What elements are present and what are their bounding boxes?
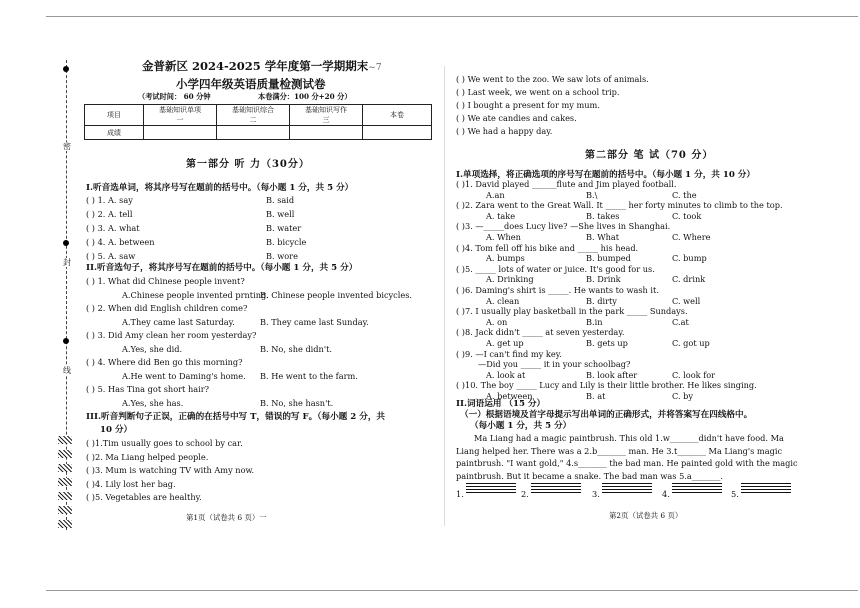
listening-true-false-item[interactable]: ( )4. Lily lost her bag. <box>86 478 176 489</box>
choice-option: C. took <box>672 210 702 221</box>
listening-word-question[interactable]: ( ) 5. A. saw <box>86 251 136 261</box>
listening-true-false-item[interactable]: ( )5. Vegetables are healthy. <box>86 492 202 502</box>
listening-sentence-option-a: A.Yes, she did. <box>122 344 183 354</box>
blank-label: 1. <box>456 489 464 499</box>
choice-option: A. When <box>486 231 521 242</box>
choice-option: C. look for <box>672 369 716 380</box>
listening-sentence-option-b: B. No, she hasn't. <box>260 398 334 408</box>
ordering-item[interactable]: ( ) We had a happy day. <box>456 126 553 136</box>
margin-hatch <box>58 450 72 458</box>
margin-hatch <box>58 506 72 514</box>
listening-sentence-question[interactable]: ( ) 4. Where did Ben go this morning? <box>86 357 243 367</box>
score-cell[interactable] <box>217 126 290 140</box>
choice-option: C. the <box>672 189 697 200</box>
listening-sentence-option-b: B. They came last Sunday. <box>260 317 369 327</box>
right-footer: 第2页（试卷共 6 页） <box>609 511 683 520</box>
passage-line: Ma Liang had a magic paintbrush. This old 1.w_______didn't have food. Ma <box>474 433 784 443</box>
r-s2-sub: （一）根据语境及首字母提示写出单词的正确形式，并将答案写在四线格中。 <box>460 410 753 420</box>
listening-sentence-option-b: B. Chinese people invented bicycles. <box>260 290 413 300</box>
blank-label: 3. <box>592 489 600 499</box>
listening-sentence-option-a: A.They came last Saturday. <box>122 317 235 327</box>
choice-option: B. What <box>586 231 620 242</box>
blank-label: 4. <box>662 489 670 499</box>
score-cell[interactable] <box>144 126 217 140</box>
page-divider <box>444 66 445 526</box>
listening-sentence-option-a: A.He went to Daming's home. <box>122 371 246 381</box>
exam-subtitle: 小学四年级英语质量检测试卷 <box>176 77 326 91</box>
choice-option: A. get up <box>486 337 524 348</box>
score-cell[interactable] <box>363 126 432 140</box>
binding-dot <box>63 66 69 72</box>
choice-option: B. bumped <box>586 253 631 264</box>
choice-option: C. bump <box>672 253 707 264</box>
margin-hatch <box>58 436 72 444</box>
margin-mark-seal: 密 <box>63 142 71 151</box>
choice-option: B. dirty <box>586 295 617 306</box>
listening-word-question[interactable]: ( ) 3. A. what <box>86 223 140 233</box>
binding-dot <box>63 338 69 344</box>
score-numeral-1: 一 <box>144 115 217 126</box>
r-s2-title: II.词语运用 （15 分） <box>456 399 546 409</box>
choice-option: C. Where <box>672 231 711 242</box>
listening-sentence-question[interactable]: ( ) 1. What did Chinese people invent? <box>86 276 245 286</box>
choice-option: B. look after <box>586 369 638 380</box>
exam-time: （考试时间： 60 分钟 <box>138 92 211 101</box>
ordering-item[interactable]: ( ) We ate candies and cakes. <box>456 113 577 123</box>
choice-question[interactable]: ( )5. _____ lots of water or juice. It's good for us. <box>456 263 655 274</box>
score-table <box>84 104 432 140</box>
choice-option: A. look at <box>486 369 526 380</box>
ordering-item[interactable]: ( ) Last week, we went on a school trip. <box>456 87 620 97</box>
listening-sentence-option-a: A.Yes, she has. <box>122 398 184 408</box>
choice-option: C. by <box>672 390 694 401</box>
margin-mark-seal2: 封 <box>63 258 71 267</box>
part1-title: 第一部分 听 力（30分） <box>186 159 310 170</box>
choice-question[interactable]: ( )2. Zara went to the Great Wall. It _____ her forty minutes to climb to the top. <box>456 200 783 211</box>
listening-word-question[interactable]: ( ) 2. A. tell <box>86 209 133 219</box>
choice-question[interactable]: ( )1. David played ______flute and Jim played football. <box>456 179 677 189</box>
listening-word-option-b: B. well <box>266 209 295 219</box>
r-s1-title: I.单项选择，将正确选项的序号写在题前的括号中。（每小题 1 分，共 10 分） <box>456 170 756 180</box>
listening-sentence-question[interactable]: ( ) 2. When did English children come? <box>86 303 248 313</box>
page-bottom-edge <box>46 590 858 591</box>
choice-option: B.\ <box>586 189 598 200</box>
score-row-label: 成绩 <box>85 126 144 140</box>
choice-option: C. well <box>672 295 701 306</box>
l-s2-title: II.听音选句子，将其序号写在题前的括号中。（每小题 1 分，共 5 分） <box>86 263 358 273</box>
choice-option: B. gets up <box>586 337 628 348</box>
margin-hatch <box>58 492 72 500</box>
choice-option: B. at <box>586 390 606 401</box>
choice-option: A. on <box>486 316 508 327</box>
listening-word-option-b: B. said <box>266 195 295 205</box>
margin-hatch <box>58 478 72 486</box>
r-s2-sub2: （每小题 1 分，共 5 分） <box>470 421 572 431</box>
margin-hatch <box>58 520 72 528</box>
choice-question[interactable]: ( )8. Jack didn't _____ at seven yesterday. <box>456 327 625 338</box>
choice-option: A. take <box>486 210 516 221</box>
choice-option: B.in <box>586 316 603 327</box>
page-top-edge <box>46 16 858 17</box>
choice-option: C.at <box>672 316 689 327</box>
choice-option: A. clean <box>486 295 520 306</box>
choice-question-line2: —Did you _____ it in your schoolbag? <box>478 359 631 370</box>
listening-sentence-option-a: A.Chinese people invented prnting. <box>122 290 269 300</box>
choice-question[interactable]: ( )10. The boy _____ Lucy and Lily is their little brother. He likes singing. <box>456 380 757 391</box>
passage-line: Liang helped her. There was a 2.b_______ man. He 3.t_______ Ma Liang's magic <box>456 445 783 456</box>
choice-option: A. Drinking <box>486 274 534 285</box>
score-header-item: 项目 <box>85 105 144 126</box>
score-header-3: 基础知识写作 <box>290 105 363 116</box>
score-cell[interactable] <box>290 126 363 140</box>
listening-sentence-option-b: B. No, she didn't. <box>260 344 332 354</box>
listening-true-false-item[interactable]: ( )1.Tim usually goes to school by car. <box>86 438 243 448</box>
ordering-item[interactable]: ( ) We went to the zoo. We saw lots of animals. <box>456 74 649 84</box>
listening-word-question[interactable]: ( ) 4. A. between <box>86 237 155 247</box>
listening-true-false-item[interactable]: ( )2. Ma Liang helped people. <box>86 451 209 462</box>
choice-option: A. between <box>486 390 533 401</box>
passage-line: paintbrush. But it became a snake. The bad man was 5.a_______. <box>456 470 724 481</box>
full-score: 本卷满分：100 分+20 分） <box>258 92 352 101</box>
four-line-answer-grid[interactable] <box>672 483 722 495</box>
listening-word-option-b: B. wore <box>266 251 298 261</box>
four-line-answer-grid[interactable] <box>602 483 652 495</box>
score-header-total: 本卷 <box>363 105 432 126</box>
l-s3-title2: 10 分） <box>100 425 133 435</box>
binding-dot <box>63 240 69 246</box>
choice-question[interactable]: ( )3. —_____does Lucy live? —She lives in Shanghai. <box>456 221 671 232</box>
exam-title-text: 金普新区 2024-2025 学年度第一学期期末 <box>142 59 369 73</box>
exam-title-tail: ~7 <box>368 63 382 73</box>
listening-true-false-item[interactable]: ( )3. Mum is watching TV with Amy now. <box>86 465 255 475</box>
listening-word-option-b: B. bicycle <box>266 237 307 247</box>
binding-line <box>66 60 67 530</box>
choice-option: C. got up <box>672 337 710 348</box>
margin-mark-line: 线 <box>63 366 71 375</box>
four-line-answer-grid[interactable] <box>466 483 516 495</box>
choice-option: A.an <box>486 189 505 200</box>
listening-sentence-question[interactable]: ( ) 3. Did Amy clean her room yesterday? <box>86 330 257 340</box>
left-footer: 第1页（试卷共 6 页）一 <box>186 513 267 522</box>
choice-question[interactable]: ( )4. Tom fell off his bike and _____ his head. <box>456 242 639 253</box>
part2-title: 第二部分 笔 试（70 分） <box>585 150 714 161</box>
score-numeral-3: 三 <box>290 115 363 126</box>
choice-question[interactable]: ( )6. Daming's shirt is _____. He wants to wash it. <box>456 285 659 295</box>
choice-option: B. Drink <box>586 274 621 285</box>
score-header-1: 基础知识单项 <box>144 105 217 116</box>
l-s1-title: I.听音选单词，将其序号写在题前的括号中。（每小题 1 分，共 5 分） <box>86 183 354 193</box>
ordering-item[interactable]: ( ) I bought a present for my mum. <box>456 100 600 110</box>
score-numeral-2: 二 <box>217 115 290 126</box>
listening-sentence-option-b: B. He went to the farm. <box>260 371 358 381</box>
margin-hatch <box>58 464 72 472</box>
choice-question[interactable]: ( )9. —I can't find my key. <box>456 348 562 359</box>
choice-option: C. drink <box>672 274 706 285</box>
listening-word-option-b: B. water <box>266 223 302 233</box>
listening-sentence-question[interactable]: ( ) 5. Has Tina got short hair? <box>86 384 210 394</box>
four-line-answer-grid[interactable] <box>531 483 581 495</box>
l-s3-title: III.听音判断句子正误，正确的在括号中写 T，错误的写 F。（每小题 2 分，共 <box>86 412 386 422</box>
choice-option: A. bumps <box>486 253 525 264</box>
choice-question[interactable]: ( )7. I usually play basketball in the park _____ Sundays. <box>456 306 688 317</box>
exam-title <box>142 58 382 74</box>
blank-label: 5. <box>731 489 739 499</box>
passage-line: paintbrush. "I want gold," 4.s_______ the bad man. He painted gold with the magic <box>456 458 798 468</box>
four-line-answer-grid[interactable] <box>741 483 791 495</box>
listening-word-question[interactable]: ( ) 1. A. say <box>86 195 133 205</box>
blank-label: 2. <box>521 489 529 499</box>
score-header-2: 基础知识综合 <box>217 105 290 116</box>
choice-option: B. takes <box>586 210 620 221</box>
